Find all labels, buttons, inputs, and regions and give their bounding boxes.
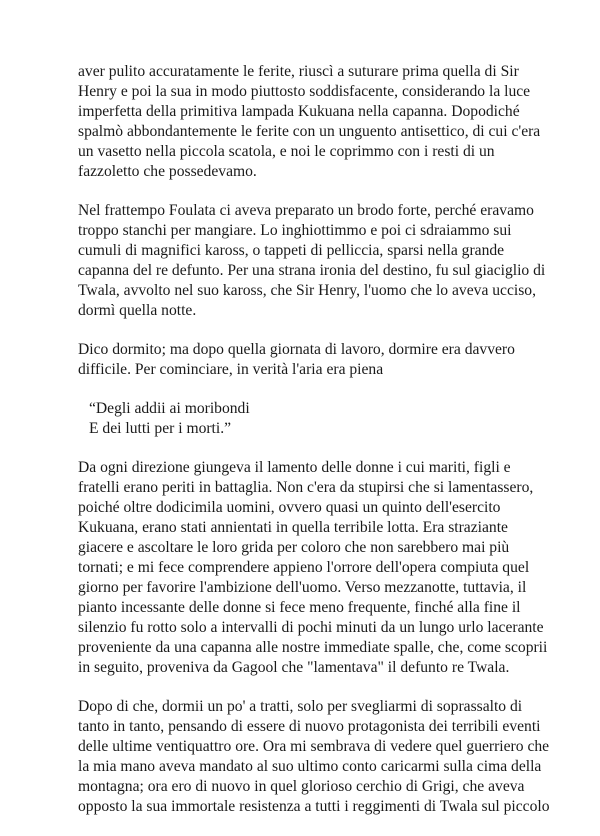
text-line: pianto incessante delle donne si fece meno frequente, finché alla fine il <box>78 599 521 616</box>
text-line: Dico dormito; ma dopo quella giornata di lavoro, dormire era davvero <box>78 341 515 358</box>
text-line: cumuli di magnifici kaross, o tappeti di pelliccia, sparsi nella grande <box>78 242 505 259</box>
text-line: silenzio fu rotto solo a intervalli di pochi minuti da un lungo urlo lacerante <box>78 619 544 636</box>
paragraph-2 <box>78 201 578 321</box>
text-line: aver pulito accuratamente le ferite, riuscì a suturare prima quella di Sir <box>78 63 519 80</box>
paragraph-1 <box>78 62 578 182</box>
text-line: troppo stanchi per mangiare. Lo inghiottimmo e poi ci sdraiammo sui <box>78 222 512 239</box>
verse-quote <box>78 399 578 439</box>
text-line: tornati; e mi fece comprendere appieno l'orrore dell'opera compiuta quel <box>78 559 530 576</box>
text-line: imperfetta della primitiva lampada Kukuana nella capanna. Dopodiché <box>78 103 520 120</box>
paragraph-5 <box>78 697 578 817</box>
text-line: capanna del re defunto. Per una strana ironia del destino, fu sul giaciglio di <box>78 262 546 279</box>
text-line: proveniente da una capanna alle nostre immediate spalle, che, come scoprii <box>78 639 548 656</box>
text-line: Da ogni direzione giungeva il lamento delle donne i cui mariti, figli e <box>78 459 511 476</box>
text-line: Nel frattempo Foulata ci aveva preparato un brodo forte, perché eravamo <box>78 202 534 219</box>
text-line: tanto in tanto, pensando di essere di nuovo protagonista dei terribili eventi <box>78 718 541 735</box>
text-line: in seguito, proveniva da Gagool che "lamentava" il defunto re Twala. <box>78 659 510 676</box>
document-page <box>78 62 578 836</box>
paragraph-3 <box>78 340 578 380</box>
text-line: giacere e ascoltare le loro grida per coloro che non sarebbero mai più <box>78 539 510 556</box>
text-line: fazzoletto che possedevamo. <box>78 163 257 180</box>
text-line: delle ultime ventiquattro ore. Ora mi sembrava di vedere quel guerriero che <box>78 738 550 755</box>
text-line: Henry e poi la sua in modo piuttosto soddisfacente, considerando la luce <box>78 83 531 100</box>
text-line: spalmò abbondantemente le ferite con un unguento antisettico, di cui c'era <box>78 123 541 140</box>
text-line: difficile. Per cominciare, in verità l'aria era piena <box>78 361 384 378</box>
text-line: Twala, avvolto nel suo kaross, che Sir Henry, l'uomo che lo aveva ucciso, <box>78 282 536 299</box>
text-line: poiché oltre dodicimila uomini, ovvero quasi un quinto dell'esercito <box>78 499 501 516</box>
text-line: opposto la sua immortale resistenza a tutti i reggimenti di Twala sul piccolo <box>78 798 550 815</box>
text-line: fratelli erano periti in battaglia. Non c'era da stupirsi che si lamentassero, <box>78 479 534 496</box>
paragraph-4 <box>78 458 578 678</box>
text-line: giorno per favorire l'ambizione dell'uomo. Verso mezzanotte, tuttavia, il <box>78 579 527 596</box>
verse-line: E dei lutti per i morti.” <box>89 420 232 437</box>
text-line: un vasetto nella piccola scatola, e noi le coprimmo con i resti di un <box>78 143 495 160</box>
text-line: dormì quella notte. <box>78 302 197 319</box>
text-line: Kukuana, erano stati annientati in quella terribile lotta. Era straziante <box>78 519 508 536</box>
verse-line: “Degli addii ai moribondi <box>89 400 250 417</box>
text-line: la mia mano aveva mandato al suo ultimo conto caricarmi sulla cima della <box>78 758 542 775</box>
text-line: Dopo di che, dormii un po' a tratti, solo per svegliarmi di soprassalto di <box>78 698 523 715</box>
text-line: montagna; ora ero di nuovo in quel glorioso cerchio di Grigi, che aveva <box>78 778 525 795</box>
